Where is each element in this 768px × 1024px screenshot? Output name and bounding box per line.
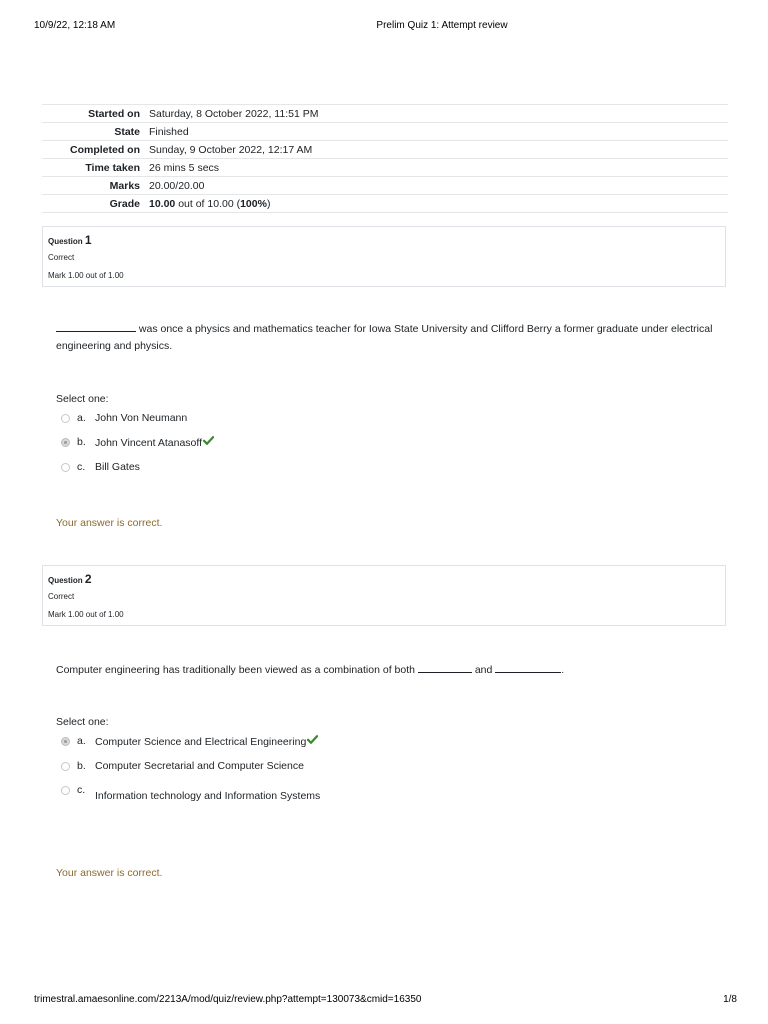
print-date: 10/9/22, 12:18 AM <box>34 20 116 31</box>
option-letter: a. <box>77 412 86 424</box>
question-text-and: and <box>471 664 496 676</box>
summary-value <box>145 195 728 213</box>
summary-label: Time taken <box>85 161 140 174</box>
question-number <box>48 233 92 247</box>
option-label: Bill Gates <box>95 461 140 473</box>
summary-label: Grade <box>109 197 140 210</box>
summary-value: Sunday, 9 October 2022, 12:17 AM <box>149 143 313 156</box>
option-letter: c. <box>77 784 86 796</box>
option-label: John Vincent Atanasoff <box>95 437 203 449</box>
attempt-summary-table <box>42 104 728 213</box>
correct-check-icon <box>203 436 214 445</box>
question-state: Correct <box>48 592 75 601</box>
grade-close: ) <box>266 197 271 210</box>
radio-button[interactable] <box>61 762 70 771</box>
question-info-2 <box>42 565 726 626</box>
question-state: Correct <box>48 253 75 262</box>
option-letter: c. <box>77 461 86 473</box>
summary-value: 26 mins 5 secs <box>149 161 220 174</box>
page-number: 1/8 <box>723 994 737 1005</box>
select-one-prompt: Select one: <box>56 393 109 405</box>
summary-row-state <box>42 123 728 141</box>
grade-out-of: out of 10.00 ( <box>175 197 241 210</box>
radio-button[interactable] <box>61 463 70 472</box>
summary-label: Marks <box>109 179 140 192</box>
select-one-prompt: Select one: <box>56 716 109 728</box>
summary-label: State <box>114 125 140 138</box>
answer-blank <box>418 662 472 673</box>
print-url: trimestral.amaesonline.com/2213A/mod/quiz/review.php?attempt=130073&cmid=16350 <box>34 994 422 1005</box>
question-text: Computer engineering has traditionally been viewed as a combination of both <box>56 664 418 676</box>
summary-row-time-taken <box>42 159 728 177</box>
grade-percent: 100% <box>240 197 267 210</box>
question-number-value: 2 <box>84 572 92 586</box>
correct-check-icon <box>307 735 318 744</box>
option-label: John Von Neumann <box>95 412 188 424</box>
question-text-end: . <box>561 664 565 676</box>
summary-value: Saturday, 8 October 2022, 11:51 PM <box>149 107 319 120</box>
print-title: Prelim Quiz 1: Attempt review <box>376 20 508 31</box>
print-header <box>0 20 768 34</box>
question-mark: Mark 1.00 out of 1.00 <box>48 610 124 619</box>
question-number-value: 1 <box>84 233 92 247</box>
question-label: Question <box>48 237 85 246</box>
option-label: Computer Secretarial and Computer Science <box>95 760 304 772</box>
feedback-correct: Your answer is correct. <box>56 517 163 529</box>
question-number <box>48 572 92 586</box>
summary-label: Started on <box>88 107 140 120</box>
grade-score: 10.00 <box>149 197 176 210</box>
question-text: was once a physics and mathematics teacher for Iowa State University and Clifford Berry a former graduate under electrical engineering and physics. <box>56 323 713 352</box>
question-info-1 <box>42 226 726 287</box>
question-text-2 <box>56 662 726 679</box>
question-label: Question <box>48 576 85 585</box>
answer-blank <box>495 662 561 673</box>
summary-row-started <box>42 105 728 123</box>
answer-blank <box>56 321 136 332</box>
summary-row-marks <box>42 177 728 195</box>
summary-value: Finished <box>149 125 189 138</box>
question-mark: Mark 1.00 out of 1.00 <box>48 271 124 280</box>
option-letter: b. <box>77 436 86 448</box>
radio-button-selected[interactable] <box>61 737 70 746</box>
feedback-correct: Your answer is correct. <box>56 867 163 879</box>
option-letter: a. <box>77 735 86 747</box>
radio-button-selected[interactable] <box>61 438 70 447</box>
summary-label: Completed on <box>70 143 140 156</box>
summary-value: 20.00/20.00 <box>149 179 205 192</box>
option-label: Information technology and Information Systems <box>95 790 321 802</box>
radio-button[interactable] <box>61 414 70 423</box>
summary-row-grade <box>42 195 728 213</box>
option-label-wrap <box>95 735 318 748</box>
question-text-1 <box>56 321 726 355</box>
option-letter: b. <box>77 760 86 772</box>
option-label-wrap <box>95 436 214 449</box>
radio-button[interactable] <box>61 786 70 795</box>
option-label: Computer Science and Electrical Engineering <box>95 736 307 748</box>
summary-row-completed <box>42 141 728 159</box>
